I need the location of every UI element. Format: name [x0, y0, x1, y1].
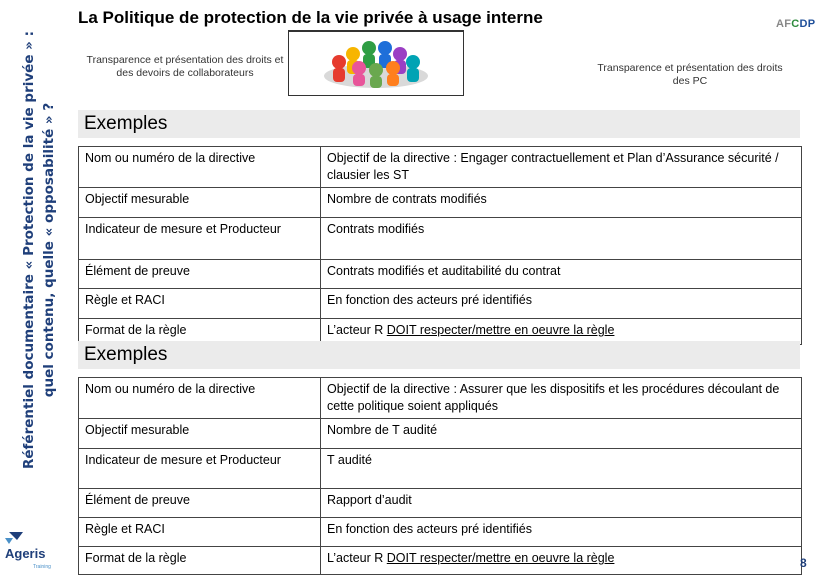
vertical-title-line1: Référentiel documentaire « Protection de la vie privée » :	[21, 30, 38, 470]
row-label: Objectif mesurable	[79, 419, 321, 449]
section1-table	[78, 146, 802, 345]
table-row	[79, 419, 802, 449]
table-row	[79, 147, 802, 188]
row-label: Format de la règle	[79, 319, 321, 345]
table-row	[79, 489, 802, 518]
page-number: 8	[800, 556, 807, 570]
table-row	[79, 518, 802, 547]
left-pane-caption: Transparence et présentation des droits et des devoirs de collaborateurs	[86, 54, 284, 79]
section2-heading: Exemples	[78, 341, 800, 369]
page-title: La Politique de protection de la vie privée à usage interne	[78, 8, 543, 27]
row-label: Élément de preuve	[79, 489, 321, 518]
row-label: Indicateur de mesure et Producteur	[79, 449, 321, 489]
row-value: Objectif de la directive : Assurer que les dispositifs et les procédures découlant de cette politique soient appliqués	[321, 378, 802, 419]
row-label: Objectif mesurable	[79, 188, 321, 218]
row-label: Nom ou numéro de la directive	[79, 378, 321, 419]
table-row	[79, 218, 802, 260]
row-value: L’acteur R DOIT respecter/mettre en oeuvre la règle	[321, 319, 802, 345]
row-value: Contrats modifiés	[321, 218, 802, 260]
table-row	[79, 260, 802, 289]
table-row	[79, 449, 802, 489]
row-value: Nombre de T audité	[321, 419, 802, 449]
table-row	[79, 547, 802, 575]
table-row	[79, 378, 802, 419]
row-label: Élément de preuve	[79, 260, 321, 289]
people-circle-illustration-frame	[288, 30, 464, 96]
row-value: L’acteur R DOIT respecter/mettre en oeuvre la règle	[321, 547, 802, 575]
table-row	[79, 289, 802, 319]
afcdp-logo: AFCDP	[776, 18, 816, 30]
row-value: Contrats modifiés et auditabilité du contrat	[321, 260, 802, 289]
row-label: Règle et RACI	[79, 518, 321, 547]
section2-table	[78, 377, 802, 575]
ageris-logo	[3, 528, 61, 572]
row-value: En fonction des acteurs pré identifiés	[321, 518, 802, 547]
row-value: Objectif de la directive : Engager contractuellement et Plan d’Assurance sécurité / clausier les ST	[321, 147, 802, 188]
row-value: T audité	[321, 449, 802, 489]
right-pane-caption: Transparence et présentation des droits des PC	[597, 62, 783, 87]
row-label: Règle et RACI	[79, 289, 321, 319]
row-label: Nom ou numéro de la directive	[79, 147, 321, 188]
vertical-section-title	[0, 0, 78, 500]
table-row	[79, 188, 802, 218]
row-label: Format de la règle	[79, 547, 321, 575]
svg-text:Training: Training	[33, 564, 51, 570]
row-label: Indicateur de mesure et Producteur	[79, 218, 321, 260]
people-circle-illustration	[289, 32, 463, 94]
row-value: Rapport d’audit	[321, 489, 802, 518]
ageris-logo-mark	[3, 528, 61, 572]
svg-text:Ageris: Ageris	[5, 546, 46, 561]
row-value: Nombre de contrats modifiés	[321, 188, 802, 218]
row-value: En fonction des acteurs pré identifiés	[321, 289, 802, 319]
section1-heading: Exemples	[78, 110, 800, 138]
vertical-title-line2: quel contenu, quelle « opposabilité » ?	[41, 102, 58, 398]
